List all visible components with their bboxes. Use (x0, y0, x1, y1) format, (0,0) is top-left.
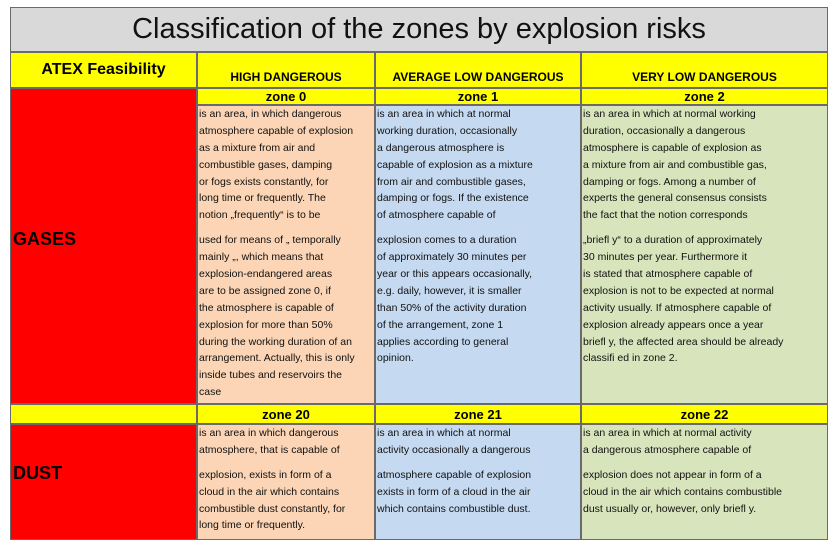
dust-separator-cell (10, 404, 197, 424)
zone-classification-table (10, 7, 828, 540)
gases-category-cell (10, 88, 197, 404)
high-dangerous-header: HIGH DANGEROUS (197, 52, 375, 88)
very-low-dangerous-header: VERY LOW DANGEROUS (581, 52, 828, 88)
zone-22-description: is an area in which at normal activity a dangerous atmosphere capable of explosion does not appear in form of a cloud in the air which contains combustible dust usually or, however, only briefl y. (581, 424, 828, 540)
zone-21-description: is an area in which at normal activity occasionally a dangerous atmosphere capable of explosion exists in form of a cloud in the air which contains combustible dust. (375, 424, 581, 540)
dust-category-cell (10, 424, 197, 540)
zone-0-label: zone 0 (197, 88, 375, 105)
zone-0-description: is an area, in which dangerous atmosphere capable of explosion as a mixture from air and combustible gases, damping or fogs exists constantly, for long time or frequently. The notion „frequently“ is to be used for means of „ temporally mainly „, which means that explosion-endangered areas are to be assigned zone 0, if the atmosphere is capable of explosion for more than 50% during the working duration of an arrangement. Actually, this is only inside tubes and reservoirs the case (197, 105, 375, 404)
gases-label: GASES (13, 229, 77, 249)
zone-20-description: is an area in which dangerous atmosphere, that is capable of explosion, exists in form of a cloud in the air which contains combustible dust constantly, for long time or frequently. (197, 424, 375, 540)
atex-feasibility-header: ATEX Feasibility (10, 52, 197, 88)
zone-2-description: is an area in which at normal working duration, occasionally a dangerous atmosphere is capable of explosion as a mixture from air and combustible gas, damping or fogs. Among a number of experts the general consensus consists the fact that the notion corresponds „briefl y“ to a duration of approximately 30 minutes per year. Furthermore it is stated that atmosphere capable of explosion is not to be expected at normal activity usually. If atmosphere capable of explosion already appears once a year briefl y, the affected area should be already classifi ed in zone 2. (581, 105, 828, 404)
zone-22-label: zone 22 (581, 404, 828, 424)
average-low-dangerous-header: AVERAGE LOW DANGEROUS (375, 52, 581, 88)
dust-label: DUST (13, 463, 62, 483)
zone-2-label: zone 2 (581, 88, 828, 105)
zone-1-description: is an area in which at normal working duration, occasionally a dangerous atmosphere is capable of explosion as a mixture from air and combustible gases, damping or fogs. If the existence of atmosphere capable of explosion comes to a duration of approximately 30 minutes per year or this appears occasionally, e.g. daily, however, it is smaller than 50% of the activity duration of the arrangement, zone 1 applies according to general opinion. (375, 105, 581, 404)
zone-20-label: zone 20 (197, 404, 375, 424)
zone-1-label: zone 1 (375, 88, 581, 105)
table-title: Classification of the zones by explosion risks (10, 7, 828, 52)
zone-21-label: zone 21 (375, 404, 581, 424)
